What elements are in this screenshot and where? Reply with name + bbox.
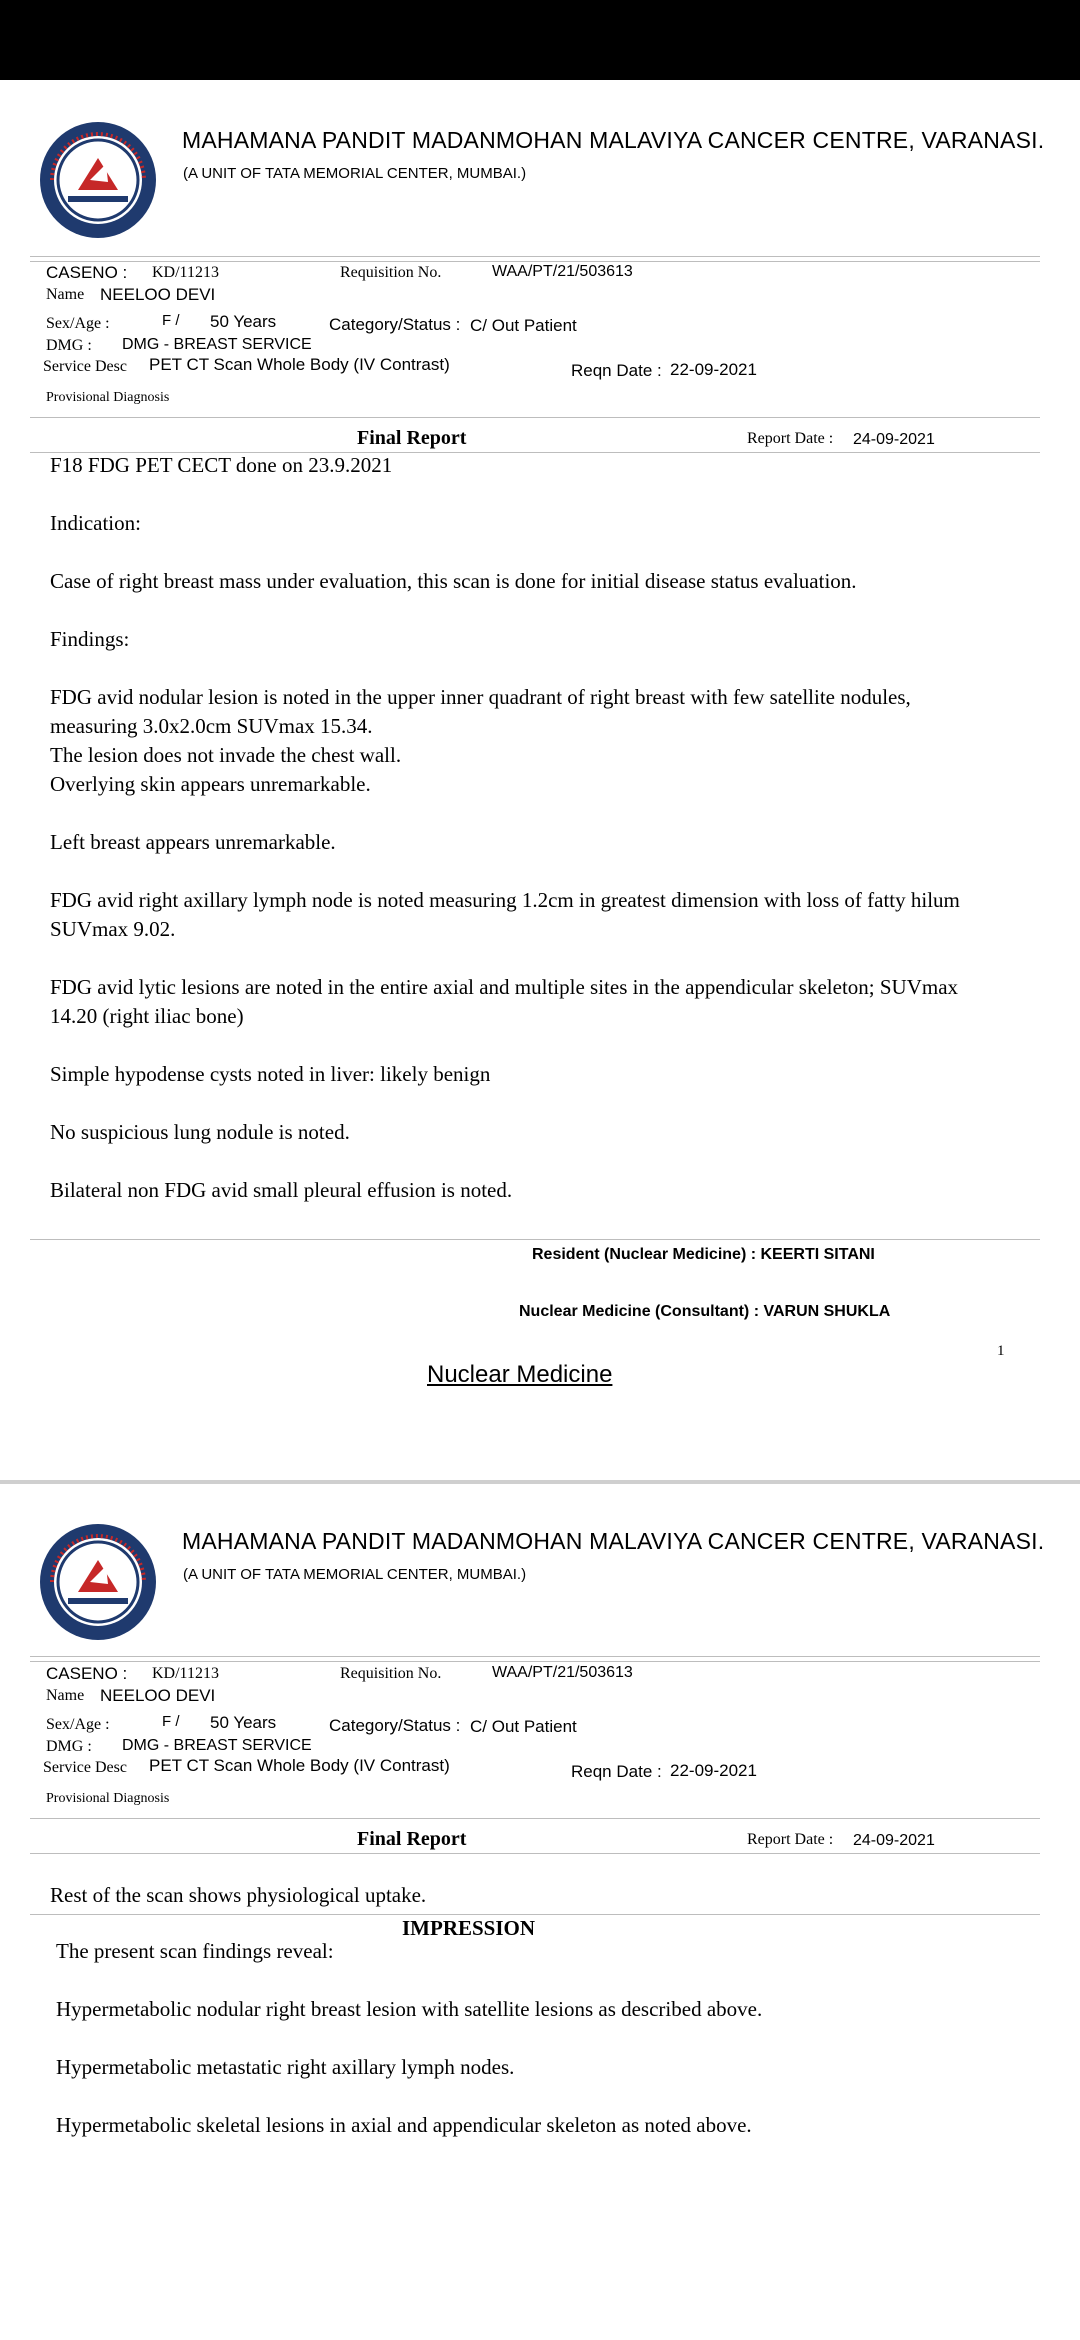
sex-value: F /: [162, 1713, 180, 1730]
report-page-1: [0, 80, 1080, 1480]
impression-heading: IMPRESSION: [402, 1916, 536, 1940]
header-rule: [30, 1656, 1040, 1657]
service-value: PET CT Scan Whole Body (IV Contrast): [149, 355, 450, 374]
finding-axillary-line-1: FDG avid right axillary lymph node is noted measuring 1.2cm in greatest dimension with loss of fatty hilum: [50, 888, 960, 912]
physiological-uptake-line: Rest of the scan shows physiological uptake.: [50, 1883, 427, 1907]
caseno-label: CASENO :: [46, 1664, 128, 1683]
category-value: C/ Out Patient: [470, 316, 577, 335]
requisition-label: Requisition No.: [340, 1665, 442, 1682]
header-rule-2: [30, 1661, 1040, 1662]
finding-left-breast: Left breast appears unremarkable.: [50, 830, 336, 854]
age-value: 50 Years: [210, 1713, 277, 1732]
caseno-value: KD/11213: [152, 1665, 219, 1682]
requisition-label: Requisition No.: [340, 264, 442, 281]
finding-breast-line-4: Overlying skin appears unremarkable.: [50, 772, 371, 796]
service-label: Service Desc: [43, 1759, 127, 1776]
caseno-value: KD/11213: [152, 264, 219, 281]
impression-item-skeletal: Hypermetabolic skeletal lesions in axial and appendicular skeleton as noted above.: [56, 2113, 752, 2137]
report-date-value: 24-09-2021: [853, 431, 935, 448]
provisional-diagnosis-label: Provisional Diagnosis: [46, 1791, 170, 1806]
name-value: NEELOO DEVI: [100, 1686, 216, 1705]
hospital-name: MAHAMANA PANDIT MADANMOHAN MALAVIYA CANCER CENTRE, VARANASI.: [182, 1528, 1045, 1554]
name-label: Name: [46, 286, 85, 303]
service-label: Service Desc: [43, 358, 127, 375]
scan-done-line: F18 FDG PET CECT done on 23.9.2021: [50, 453, 393, 477]
hospital-subtitle: (A UNIT OF TATA MEMORIAL CENTER, MUMBAI.): [183, 165, 527, 182]
report-date-label: Report Date :: [747, 430, 834, 447]
report-title-rule-bottom: [30, 1853, 1040, 1854]
dmg-label: DMG :: [46, 1738, 92, 1755]
name-label: Name: [46, 1687, 85, 1704]
report-title-rule-top: [30, 1818, 1040, 1819]
report-title: Final Report: [357, 427, 467, 449]
reqn-date-value: 22-09-2021: [670, 360, 757, 379]
category-label: Category/Status :: [329, 315, 461, 334]
finding-breast-line-1: FDG avid nodular lesion is noted in the upper inner quadrant of right breast with few satellite nodules,: [50, 685, 911, 709]
age-value: 50 Years: [210, 312, 277, 331]
sexage-label: Sex/Age :: [46, 315, 110, 332]
indication-text: Case of right breast mass under evaluation, this scan is done for initial disease status evaluation.: [50, 569, 857, 593]
top-black-bar: [0, 0, 1080, 80]
sexage-label: Sex/Age :: [46, 1716, 110, 1733]
header-rule-2: [30, 261, 1040, 262]
impression-item-breast: Hypermetabolic nodular right breast lesion with satellite lesions as described above.: [56, 1997, 763, 2021]
page-number: 1: [997, 1343, 1005, 1359]
reqn-date-value: 22-09-2021: [670, 1761, 757, 1780]
impression-item-axillary: Hypermetabolic metastatic right axillary lymph nodes.: [56, 2055, 515, 2079]
hospital-logo: [38, 1522, 158, 1642]
report-date-label: Report Date :: [747, 1831, 834, 1848]
hospital-subtitle: (A UNIT OF TATA MEMORIAL CENTER, MUMBAI.): [183, 1566, 527, 1583]
requisition-value: WAA/PT/21/503613: [492, 1664, 633, 1681]
impression-intro: The present scan findings reveal:: [56, 1939, 334, 1963]
report-date-value: 24-09-2021: [853, 1832, 935, 1849]
impression-rule: [30, 1914, 1040, 1915]
consultant-signature: Nuclear Medicine (Consultant) : VARUN SHUKLA: [519, 1303, 891, 1320]
finding-lung: No suspicious lung nodule is noted.: [50, 1120, 350, 1144]
sex-value: F /: [162, 312, 180, 329]
header-rule: [30, 256, 1040, 257]
finding-liver: Simple hypodense cysts noted in liver: likely benign: [50, 1062, 491, 1086]
finding-skeletal-line-1: FDG avid lytic lesions are noted in the entire axial and multiple sites in the appendicular skeleton; SUVmax: [50, 975, 959, 999]
report-title-rule-top: [30, 417, 1040, 418]
resident-signature: Resident (Nuclear Medicine) : KEERTI SITANI: [532, 1246, 875, 1263]
department-footer: Nuclear Medicine: [427, 1361, 613, 1388]
report-page-2: [0, 1484, 1080, 2340]
name-value: NEELOO DEVI: [100, 285, 216, 304]
finding-breast-line-3: The lesion does not invade the chest wall.: [50, 743, 402, 767]
reqn-date-label: Reqn Date :: [571, 361, 662, 380]
hospital-logo: [38, 120, 158, 240]
dmg-value: DMG - BREAST SERVICE: [122, 336, 312, 353]
finding-breast-line-2: measuring 3.0x2.0cm SUVmax 15.34.: [50, 714, 373, 738]
caseno-label: CASENO :: [46, 263, 128, 282]
service-value: PET CT Scan Whole Body (IV Contrast): [149, 1756, 450, 1775]
finding-pleural: Bilateral non FDG avid small pleural effusion is noted.: [50, 1178, 513, 1202]
findings-heading: Findings:: [50, 627, 130, 651]
report-title: Final Report: [357, 1828, 467, 1850]
dmg-label: DMG :: [46, 337, 92, 354]
category-value: C/ Out Patient: [470, 1717, 577, 1736]
hospital-name: MAHAMANA PANDIT MADANMOHAN MALAVIYA CANCER CENTRE, VARANASI.: [182, 127, 1045, 153]
indication-heading: Indication:: [50, 511, 141, 535]
dmg-value: DMG - BREAST SERVICE: [122, 1737, 312, 1754]
finding-axillary-line-2: SUVmax 9.02.: [50, 917, 176, 941]
signature-rule: [30, 1239, 1040, 1240]
reqn-date-label: Reqn Date :: [571, 1762, 662, 1781]
category-label: Category/Status :: [329, 1716, 461, 1735]
requisition-value: WAA/PT/21/503613: [492, 263, 633, 280]
finding-skeletal-line-2: 14.20 (right iliac bone): [50, 1004, 244, 1028]
provisional-diagnosis-label: Provisional Diagnosis: [46, 390, 170, 405]
